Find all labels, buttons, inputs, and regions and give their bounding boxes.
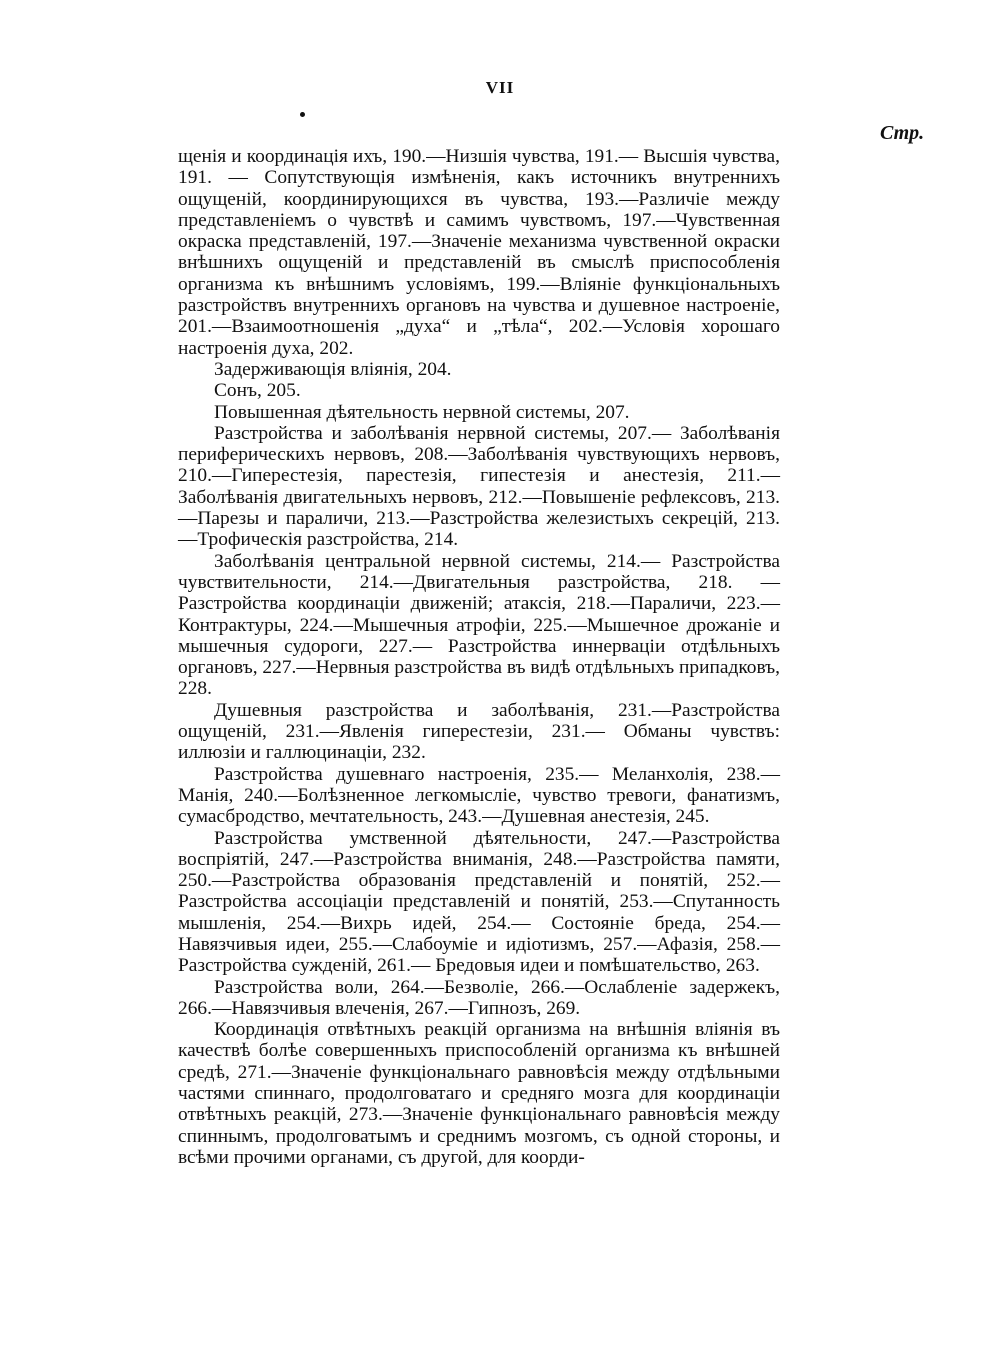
text-body bbox=[178, 146, 780, 1168]
page-mark-dot bbox=[300, 112, 305, 117]
paragraph: щенія и координація ихъ, 190.—Низшія чувства, 191.— Высшія чувства, 191. — Сопутствующія измѣненія, какъ источникъ внутреннихъ ощущеній, координирующихся въ чувства, 193.—Различіе между представленіемъ о чувствѣ и самимъ чувствомъ, 197.—Чувственная окраска представленій, 197.—Значеніе механизма чувственной окраски внѣшнихъ ощущеній и представленій въ смыслѣ приспособленія организма къ внѣшнимъ условіямъ, 199.—Вліяніе функціональныхъ разстройствъ внутреннихъ органовъ на чувства и душевное настроеніе, 201.—Взаимоотношенія „духа“ и „тѣла“, 202.—Условія хорошаго настроенія духа, 202. bbox=[178, 146, 780, 359]
paragraph: Повышенная дѣятельность нервной системы, 207. bbox=[214, 401, 630, 423]
paragraph: Координація отвѣтныхъ реакцій организма на внѣшнія вліянія въ качествѣ болѣе совершенныхъ приспособленій организма къ внѣшней средѣ, 271.—Значеніе функціональнаго равновѣсія между отдѣльными частями спиннаго, продолговатаго и средняго мозга для координаціи отвѣтныхъ реакцій, 273.—Значеніе функціональнаго равновѣсія между спиннымъ, продолговатымъ и среднимъ мозгомъ, съ одной стороны, и всѣми прочими органами, съ другой, для коорди- bbox=[178, 1019, 780, 1168]
paragraph: Заболѣванія центральной нервной системы, 214.— Разстройства чувствительности, 214.—Двигательныя разстройства, 218. — Разстройства координаціи движеній; атаксія, 218.—Параличи, 223.—Контрактуры, 224.—Мышечныя атрофіи, 225.—Мышечное дрожаніе и мышечныя судороги, 227.— Разстройства иннерваціи отдѣльныхъ органовъ, 227.—Нервныя разстройства въ видѣ отдѣльныхъ припадковъ, 228. bbox=[178, 550, 780, 700]
paragraph: Душевныя разстройства и заболѣванія, 231.—Разстройства ощущеній, 231.—Явленія гиперестезіи, 231.— Обманы чувствъ: иллюзіи и галлюцинаціи, 232. bbox=[178, 699, 780, 764]
paragraph: Разстройства душевнаго настроенія, 235.— Меланхолія, 238.—Манія, 240.—Болѣзненное легкомысліе, чувство тревоги, фанатизмъ, сумасбродство, мечтательность, 243.—Душевная анестезія, 245. bbox=[178, 763, 780, 828]
paragraph: Задерживающія вліянія, 204. bbox=[214, 358, 452, 380]
paragraph: Сонъ, 205. bbox=[214, 380, 301, 402]
page-number: VII bbox=[485, 78, 515, 97]
paragraph: Разстройства и заболѣванія нервной системы, 207.— Заболѣванія периферическихъ нервовъ, 208.—Заболѣванія чувствующихъ нервовъ, 210.—Гиперестезія, парестезія, гипестезія и анестезія, 211.—Заболѣванія двигательныхъ нервовъ, 212.—Повышеніе рефлексовъ, 213.—Парезы и параличи, 213.—Разстройства железистыхъ секрецій, 213.—Трофическія разстройства, 214. bbox=[178, 422, 780, 551]
paragraph: Разстройства воли, 264.—Безволіе, 266.—Ослабленіе задержекъ, 266.—Навязчивыя влеченія, 267.—Гипнозъ, 269. bbox=[178, 976, 780, 1019]
page-column-label: Стр. bbox=[880, 122, 925, 144]
paragraph: Разстройства умственной дѣятельности, 247.—Разстройства воспріятій, 247.—Разстройства вниманія, 248.—Разстройства памяти, 250.—Разстройства образованія представленій и понятій, 252.—Разстройства ассоціаціи представленій и понятій, 253.—Спутанность мышленія, 254.—Вихрь идей, 254.— Состояніе бреда, 254.—Навязчивыя идеи, 255.—Слабоуміе и идіотизмъ, 257.—Афазія, 258.—Разстройства сужденій, 261.— Бредовыя идеи и помѣшательство, 263. bbox=[178, 827, 780, 977]
